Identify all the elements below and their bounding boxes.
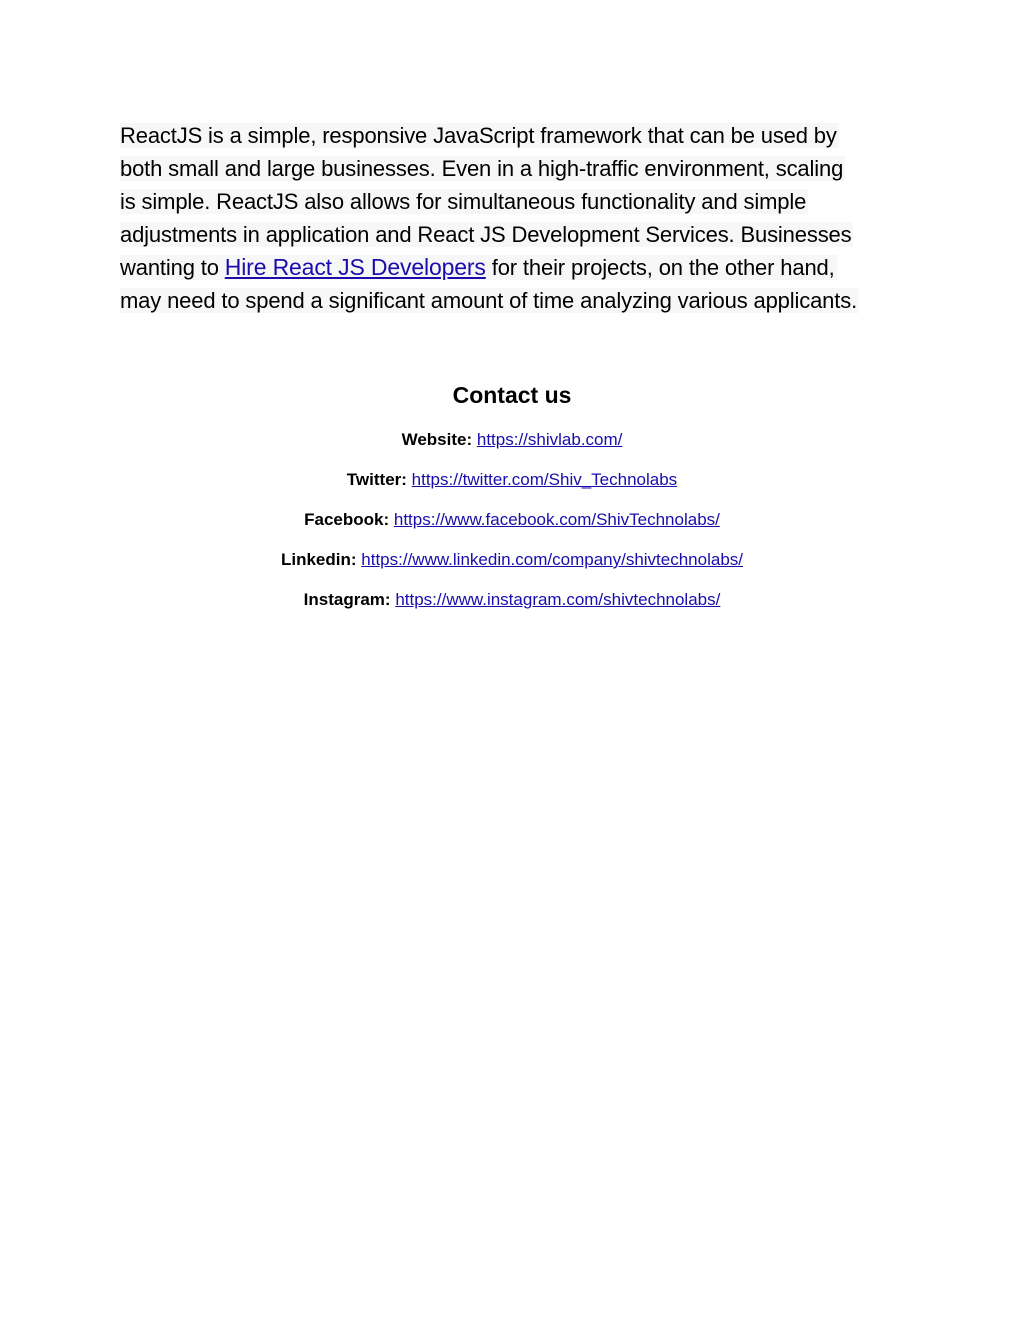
- website-label: Website:: [401, 430, 473, 449]
- paragraph-line: [120, 185, 920, 218]
- linkedin-link[interactable]: https://www.linkedin.com/company/shivtechnolabs/: [361, 550, 744, 569]
- contact-row-twitter: [0, 468, 1024, 492]
- contact-row-linkedin: [0, 548, 1024, 572]
- contact-row-facebook: [0, 508, 1024, 532]
- contact-row-website: [0, 428, 1024, 452]
- paragraph-line-text: both small and large businesses. Even in a high-traffic environment, scaling: [120, 156, 844, 181]
- contact-row-instagram: [0, 588, 1024, 612]
- paragraph-line-text: may need to spend a significant amount of time analyzing various applicants.: [120, 288, 858, 313]
- facebook-link[interactable]: https://www.facebook.com/ShivTechnolabs/: [393, 510, 720, 529]
- contact-heading: Contact us: [452, 382, 572, 408]
- paragraph-line-text: adjustments in application and React JS Development Services. Businesses: [120, 222, 852, 247]
- hire-react-developers-link[interactable]: Hire React JS Developers: [224, 254, 486, 280]
- instagram-label: Instagram:: [303, 590, 391, 609]
- intro-paragraph: [120, 119, 920, 317]
- instagram-link[interactable]: https://www.instagram.com/shivtechnolabs/: [395, 590, 721, 609]
- paragraph-text-after-link: for their projects, on the other hand,: [485, 255, 835, 280]
- paragraph-line-text: is simple. ReactJS also allows for simultaneous functionality and simple: [120, 189, 807, 214]
- facebook-label: Facebook:: [304, 510, 390, 529]
- paragraph-line-text: [120, 255, 837, 280]
- twitter-label: Twitter:: [346, 470, 407, 489]
- website-link[interactable]: https://shivlab.com/: [476, 430, 623, 449]
- paragraph-line: [120, 284, 920, 317]
- paragraph-line: [120, 152, 920, 185]
- twitter-link[interactable]: https://twitter.com/Shiv_Technolabs: [411, 470, 678, 489]
- paragraph-line: [120, 251, 920, 284]
- paragraph-line-text: ReactJS is a simple, responsive JavaScript framework that can be used by: [120, 123, 837, 148]
- paragraph-line: [120, 119, 920, 152]
- linkedin-label: Linkedin:: [280, 550, 357, 569]
- paragraph-line: [120, 218, 920, 251]
- paragraph-text-before-link: wanting to: [120, 255, 225, 280]
